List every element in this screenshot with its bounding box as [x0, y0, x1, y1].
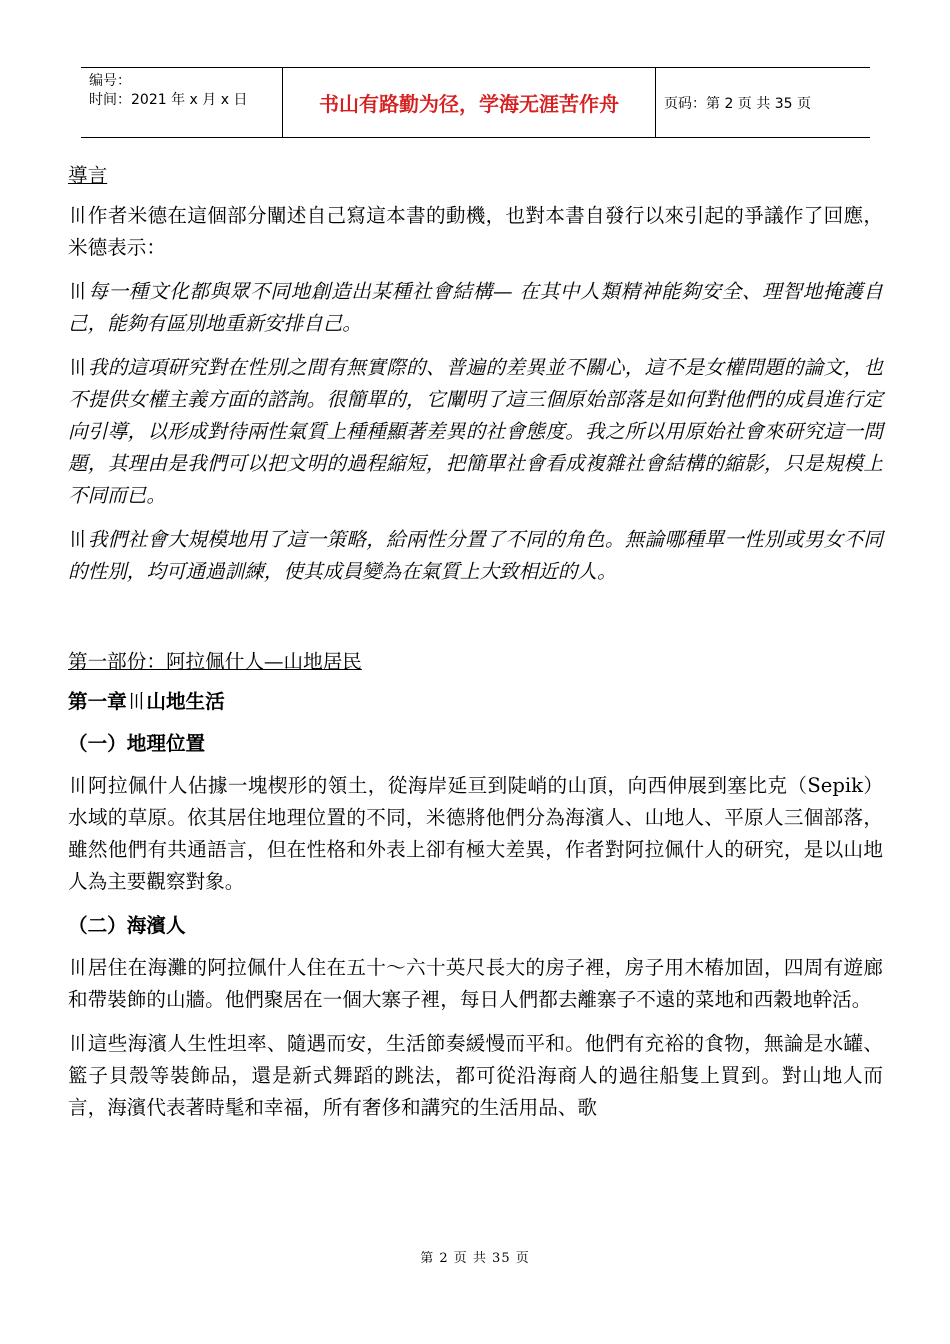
- chapter-title: 山地生活: [146, 690, 225, 713]
- section-1-paragraph: [68, 770, 883, 898]
- paragraph-mark-icon: 〣: [68, 774, 86, 797]
- paragraph-mark-icon: 〣: [68, 1032, 86, 1055]
- section-heading-1: （一）地理位置: [68, 732, 206, 755]
- intro-paragraph-text: 作者米德在這個部分闡述自己寫這本書的動機，也對本書自發行以來引起的爭議作了回應，米德表示：: [68, 204, 884, 259]
- header-motto: 书山有路勤为径，学海无涯苦作舟: [283, 68, 656, 137]
- quote-paragraph-3: [68, 524, 883, 588]
- quote-text-1: 每一種文化都與眾不同地創造出某種社會結構— 在其中人類精神能夠安全、理智地掩護自己，能夠有區別地重新安排自己。: [68, 280, 884, 335]
- section-2-text-2: 這些海濱人生性坦率、隨遇而安，生活節奏緩慢而平和。他們有充裕的食物，無論是水罐、籃子貝殼等裝飾品，還是新式舞蹈的跳法，都可從沿海商人的過往船隻上買到。對山地人而言，海濱代表著時髦和幸福，所有奢侈和講究的生活用品、歌: [68, 1032, 884, 1119]
- paragraph-mark-icon: 〣: [68, 956, 86, 979]
- header-page-info: 页码：第 2 页 共 35 页: [664, 95, 811, 112]
- number-label: 编号：: [89, 73, 131, 89]
- part-heading: 第一部份：阿拉佩什人—山地居民: [68, 650, 362, 673]
- section-2-text-1: 居住在海灘的阿拉佩什人住在五十～六十英尺長大的房子裡，房子用木樁加固，四周有遊廊和帶裝飾的山牆。他們聚居在一個大寨子裡，每日人們都去離寨子不遠的菜地和西穀地幹活。: [68, 956, 884, 1011]
- quote-paragraph-1: [68, 276, 883, 340]
- intro-paragraph: [68, 200, 883, 264]
- section-heading-2: （二）海濱人: [68, 914, 186, 937]
- paragraph-mark-icon: 〣: [68, 356, 86, 379]
- section-2-paragraph-1: [68, 952, 883, 1016]
- chapter-number: 第一章: [68, 690, 127, 713]
- chapter-heading: [68, 686, 883, 718]
- header-meta-cell: [81, 68, 283, 137]
- page-header-table: [81, 67, 870, 138]
- document-body: [68, 160, 883, 1136]
- paragraph-mark-icon: 〣: [126, 690, 145, 713]
- section-1-text: 阿拉佩什人佔據一塊楔形的領土，從海岸延亘到陡峭的山頂，向西伸展到塞比克（Sepik）水域的草原。依其居住地理位置的不同，米德將他們分為海濱人、山地人、平原人三個部落，雖然他們有共通語言，但在性格和外表上卻有極大差異，作者對阿拉佩什人的研究，是以山地人為主要觀察對象。: [68, 774, 883, 893]
- paragraph-mark-icon: 〣: [68, 280, 87, 303]
- page-footer: 第 2 页 共 35 页: [420, 1251, 530, 1266]
- quote-paragraph-2: [68, 352, 883, 512]
- quote-text-2: 我的這項研究對在性別之間有無實際的、普遍的差異並不關心，這不是女權問題的論文，也不提供女權主義方面的諮詢。很簡單的，它闡明了這三個原始部落是如何對他們的成員進行定向引導，以形成對待兩性氣質上種種顯著差異的社會態度。我之所以用原始社會來研究這一問題，其理由是我們可以把文明的過程縮短，把簡單社會看成複雜社會結構的縮影，只是規模上不同而已。: [68, 356, 884, 507]
- quote-text-3: 我們社會大規模地用了這一策略，給兩性分置了不同的角色。無論哪種單一性別或男女不同的性別，均可通過訓練，使其成員變為在氣質上大致相近的人。: [68, 528, 884, 583]
- date-label: 时间：2021 年 x 月 x 日: [89, 92, 248, 108]
- section-2-paragraph-2: [68, 1028, 883, 1124]
- paragraph-mark-icon: 〣: [68, 528, 86, 551]
- paragraph-mark-icon: 〣: [68, 204, 86, 227]
- intro-heading: 導言: [68, 164, 108, 187]
